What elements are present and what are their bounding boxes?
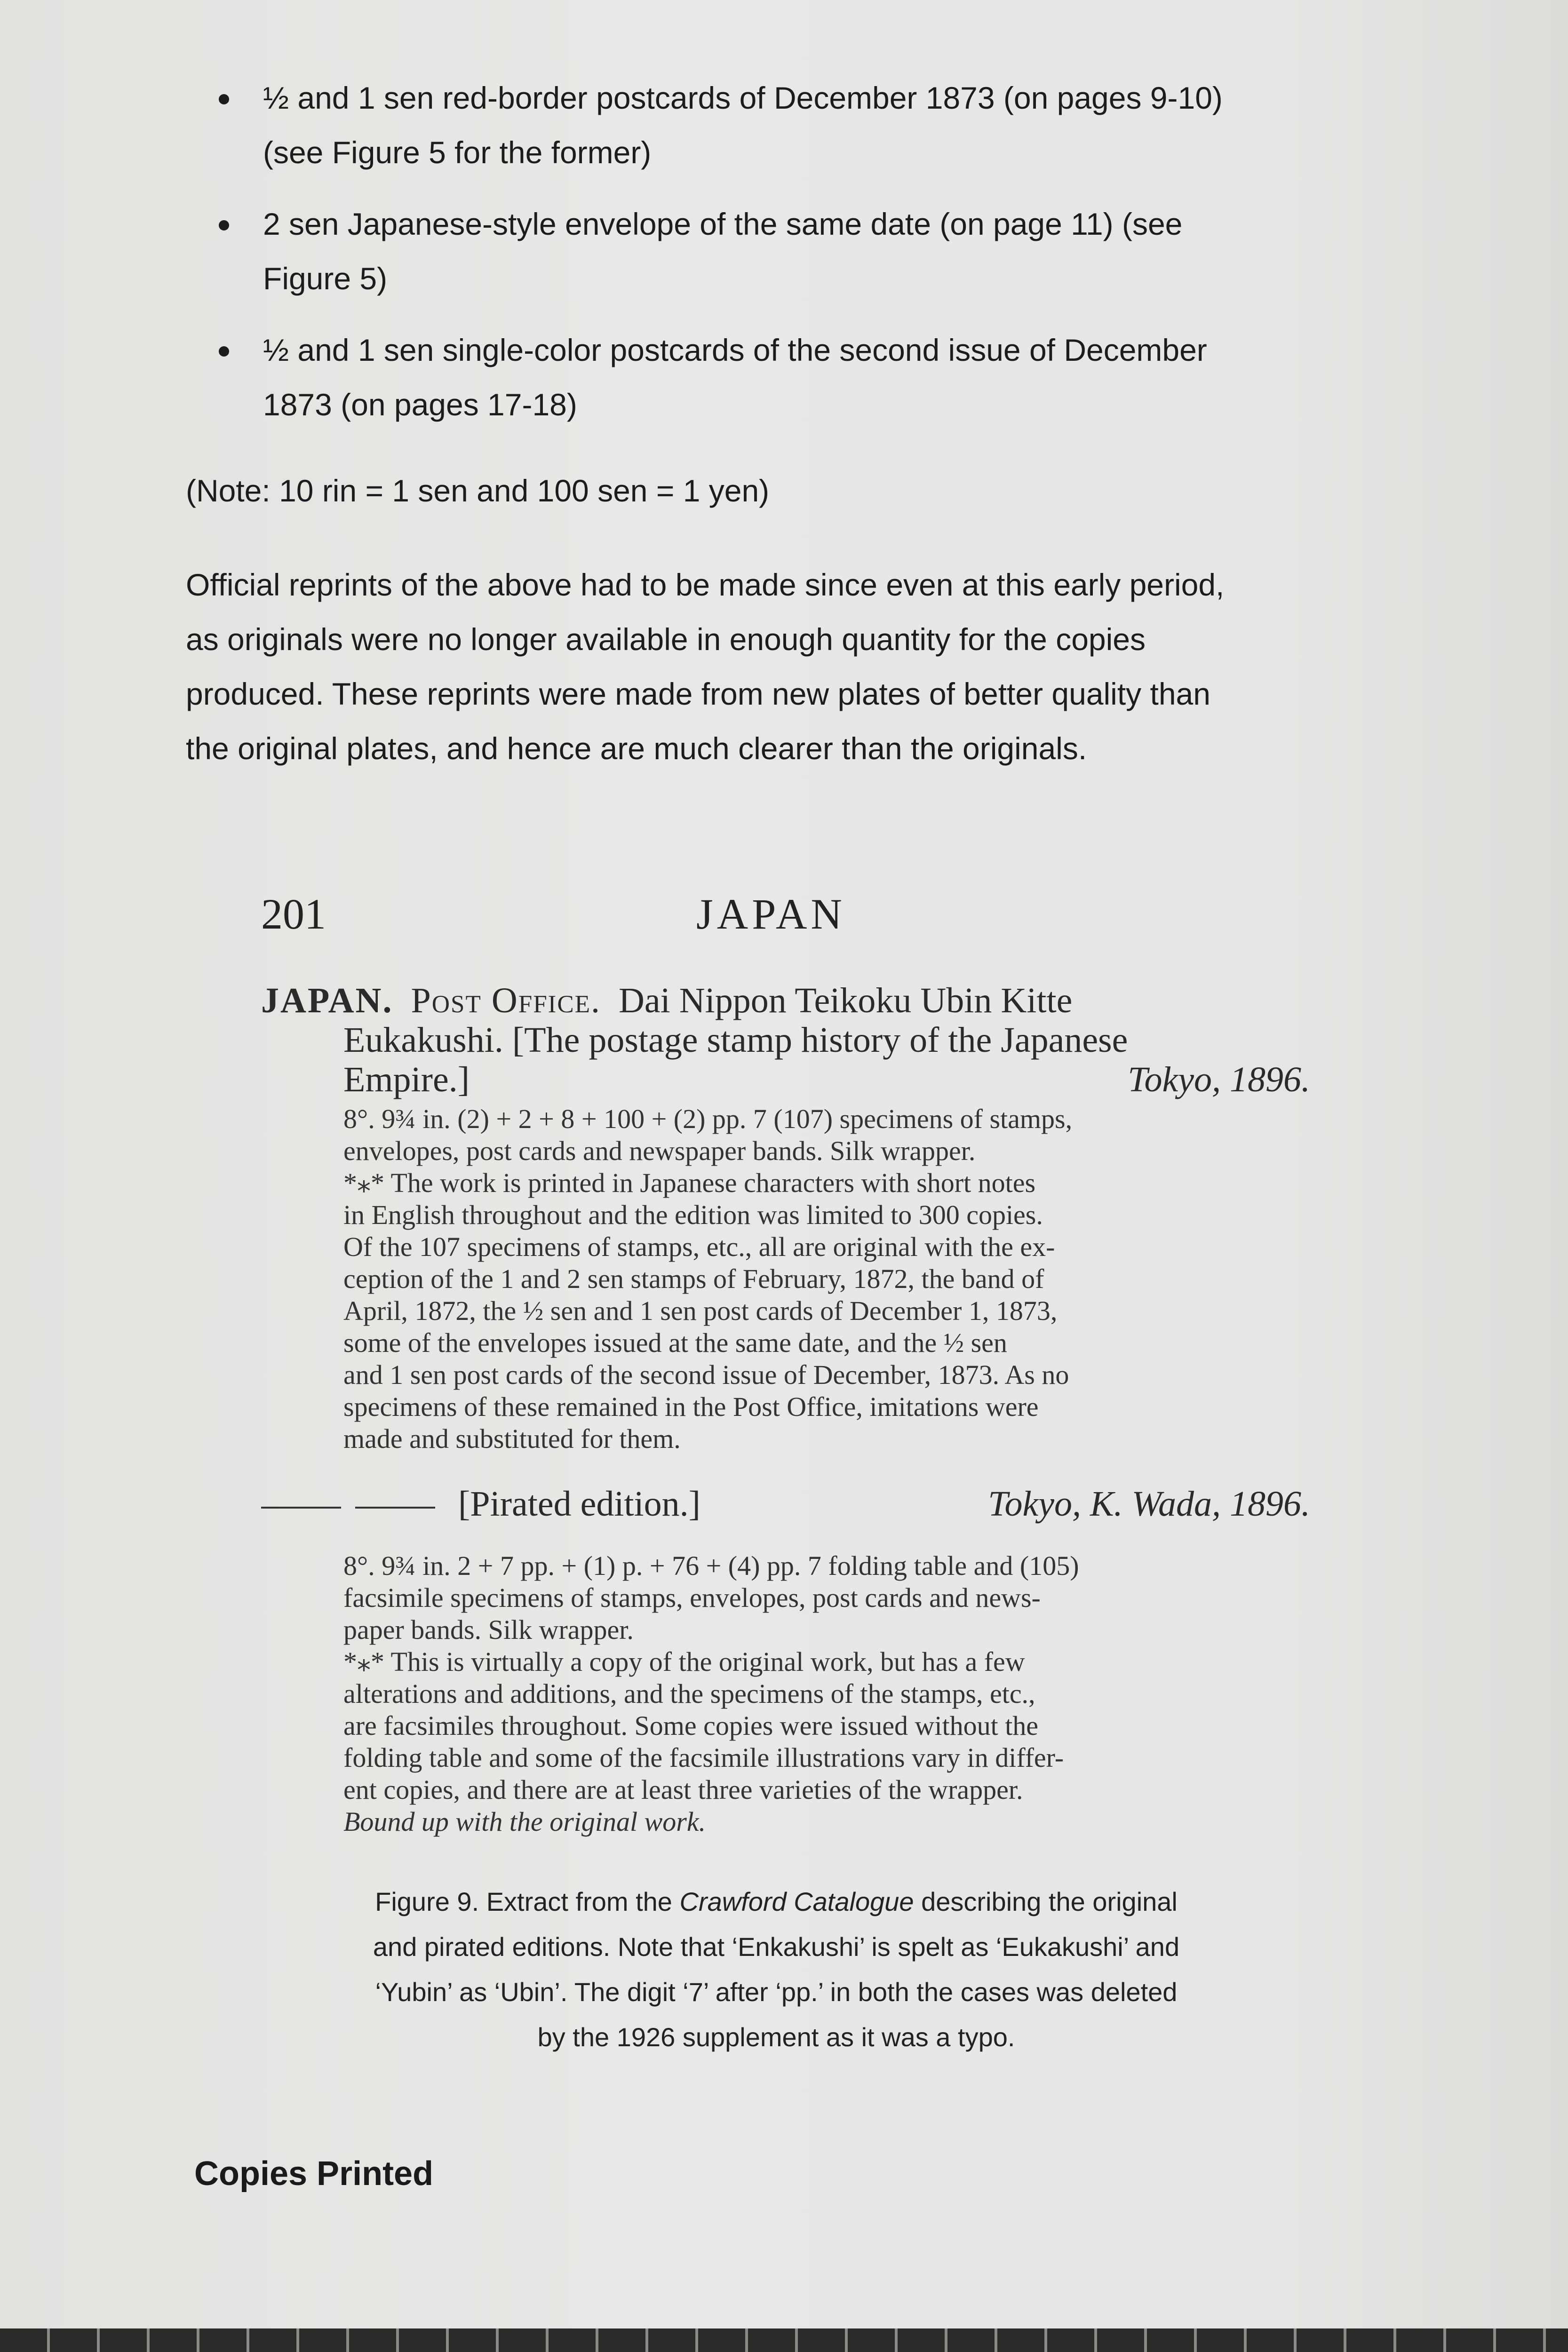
paragraph-line: as originals were no longer available in enough quantity for the copies	[186, 622, 1146, 657]
pirated-notes	[261, 1646, 1310, 1838]
entry-title: Eukakushi. [The postage stamp history of the Japanese	[343, 1020, 1128, 1060]
bound-note: Bound up with the original work.	[343, 1806, 706, 1837]
paragraph-line: Official reprints of the above had to be made since even at this early period,	[186, 567, 1225, 602]
note-line: Of the 107 specimens of stamps, etc., all are original with the ex-	[343, 1232, 1055, 1262]
bullet-line: ½ and 1 sen single-color postcards of the second issue of December	[263, 333, 1207, 367]
note-line: some of the envelopes issued at the same date, and the ½ sen	[343, 1327, 1007, 1358]
caption-suffix: describing the original and pirated editions. Note that ‘Enkakushi’ is spelt as ‘Eukakushi’ and ‘Yubin’ as ‘Ubin’. The digit ‘7’ after ‘pp.’ in both the cases was deleted by the 1926 supplement as it was a typo.	[373, 1887, 1180, 2052]
note-line: specimens of these remained in the Post Office, imitations were	[343, 1391, 1039, 1422]
catalogue-number: 201	[261, 890, 326, 938]
bullet-item	[186, 323, 1338, 432]
bullet-dot-icon	[219, 94, 229, 104]
bullet-dot-icon	[219, 220, 229, 230]
dash-rule	[261, 1507, 341, 1509]
pirated-edition-heading	[261, 1484, 1310, 1524]
pirated-label: [Pirated edition.]	[458, 1484, 700, 1524]
figure-caption	[362, 1879, 1190, 2060]
catalogue-country: JAPAN	[696, 890, 846, 938]
pirated-description	[261, 1550, 1310, 1646]
desc-line: facsimile specimens of stamps, envelopes, post cards and news-	[343, 1582, 1041, 1613]
note-line: ent copies, and there are at least three varieties of the wrapper.	[343, 1774, 1023, 1805]
bullet-item	[186, 71, 1338, 180]
bullet-line: ½ and 1 sen red-border postcards of December 1873 (on pages 9-10)	[263, 80, 1223, 115]
note-line: made and substituted for them.	[343, 1423, 681, 1454]
section-heading: Copies Printed	[194, 2155, 434, 2193]
desc-line: envelopes, post cards and newspaper bands. Silk wrapper.	[343, 1136, 976, 1166]
desc-line: 8°. 9¾ in. (2) + 2 + 8 + 100 + (2) pp. 7 (107) specimens of stamps,	[343, 1104, 1073, 1134]
entry-title: Empire.]	[343, 1060, 470, 1099]
catalogue-entry-heading	[261, 981, 1310, 1099]
bullet-list	[186, 71, 1338, 449]
entry-description	[261, 1103, 1310, 1167]
body-paragraph	[186, 557, 1338, 776]
entry-office: Post Office.	[411, 981, 601, 1020]
note-line: ception of the 1 and 2 sen stamps of February, 1872, the band of	[343, 1263, 1044, 1294]
caption-prefix: Figure 9. Extract from the	[375, 1887, 680, 1916]
bullet-dot-icon	[219, 346, 229, 357]
note-line: *⁎* This is virtually a copy of the original work, but has a few	[343, 1646, 1025, 1677]
entry-notes	[261, 1167, 1310, 1455]
note-line: and 1 sen post cards of the second issue of December, 1873. As no	[343, 1359, 1069, 1390]
paragraph-line: produced. These reprints were made from new plates of better quality than	[186, 676, 1210, 711]
note-line: April, 1872, the ½ sen and 1 sen post cards of December 1, 1873,	[343, 1295, 1058, 1326]
bullet-line: 1873 (on pages 17-18)	[263, 387, 577, 422]
entry-place: Tokyo, 1896.	[1128, 1060, 1310, 1099]
bullet-line: (see Figure 5 for the former)	[263, 135, 652, 170]
bullet-line: Figure 5)	[263, 261, 388, 296]
bottom-edge-strip	[0, 2328, 1568, 2352]
entry-lead: JAPAN.	[261, 981, 393, 1020]
desc-line: 8°. 9¾ in. 2 + 7 pp. + (1) p. + 76 + (4) pp. 7 folding table and (105)	[343, 1550, 1079, 1581]
note-text: (Note: 10 rin = 1 sen and 100 sen = 1 yen)	[186, 473, 770, 508]
note-line: folding table and some of the facsimile illustrations vary in differ-	[343, 1742, 1064, 1773]
dash-rule	[355, 1507, 435, 1509]
bullet-line: 2 sen Japanese-style envelope of the same date (on page 11) (see	[263, 207, 1183, 241]
bullet-item	[186, 197, 1338, 306]
desc-line: paper bands. Silk wrapper.	[343, 1614, 634, 1645]
note-line: alterations and additions, and the specimens of the stamps, etc.,	[343, 1678, 1035, 1709]
entry-title: Dai Nippon Teikoku Ubin Kitte	[619, 981, 1073, 1020]
caption-italic: Crawford Catalogue	[679, 1887, 914, 1916]
note-line: are facsimiles throughout. Some copies were issued without the	[343, 1710, 1039, 1741]
note-line: in English throughout and the edition was limited to 300 copies.	[343, 1200, 1043, 1230]
pirated-place: Tokyo, K. Wada, 1896.	[988, 1484, 1310, 1524]
paragraph-line: the original plates, and hence are much clearer than the originals.	[186, 731, 1087, 766]
note-line: *⁎* The work is printed in Japanese characters with short notes	[343, 1168, 1036, 1198]
